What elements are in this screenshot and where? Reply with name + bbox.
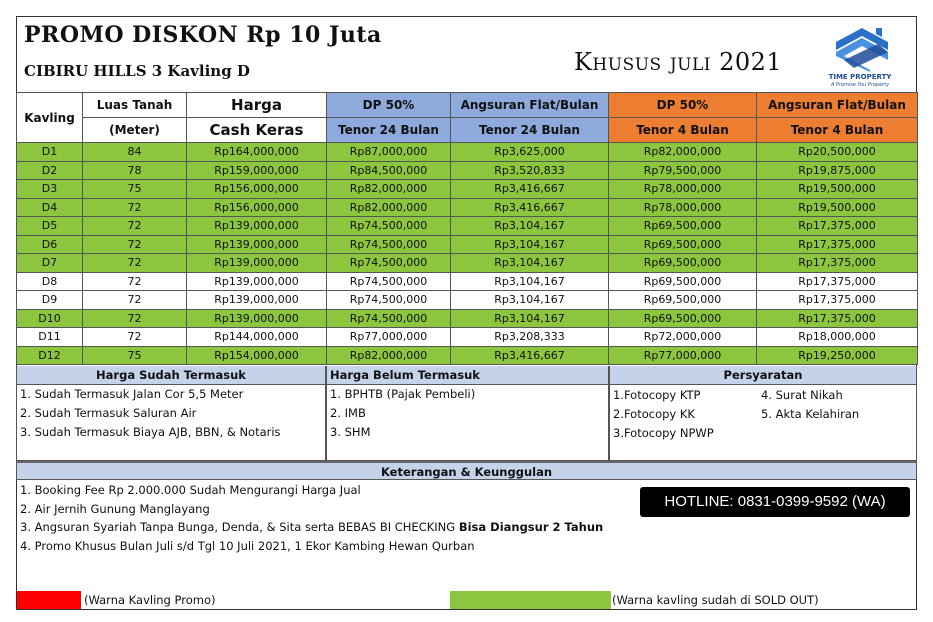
cell-luas: 72 <box>83 235 187 254</box>
col-kavling: Kavling <box>17 93 83 143</box>
col-cash-keras: Cash Keras <box>187 118 327 143</box>
cell-dp-24: Rp82,000,000 <box>327 180 451 199</box>
cell-luas: 72 <box>83 254 187 273</box>
table-row <box>17 143 918 162</box>
table-row <box>17 309 918 328</box>
requirements-title: Persyaratan <box>610 366 916 385</box>
cell-angsuran-4: Rp17,375,000 <box>757 254 918 273</box>
excluded-item: 1. BPHTB (Pajak Pembeli) <box>330 387 476 401</box>
cell-angsuran-4: Rp18,000,000 <box>757 328 918 347</box>
requirement-item: 3.Fotocopy NPWP <box>613 426 714 440</box>
table-row <box>17 328 918 347</box>
project-subtitle: CIBIRU HILLS 3 Kavling D <box>24 62 250 80</box>
cell-angsuran-24: Rp3,416,667 <box>451 180 609 199</box>
cell-dp-24: Rp74,500,000 <box>327 291 451 310</box>
cell-luas: 72 <box>83 198 187 217</box>
table-row <box>17 254 918 273</box>
requirements-box <box>609 366 917 461</box>
notes-title: Keterangan & Keunggulan <box>16 461 917 480</box>
legend-promo-label: (Warna Kavling Promo) <box>84 593 216 607</box>
col-tenor-4-dp: Tenor 4 Bulan <box>609 118 757 143</box>
cell-dp-4: Rp69,500,000 <box>609 291 757 310</box>
excluded-box <box>326 366 609 461</box>
cell-luas: 72 <box>83 291 187 310</box>
requirement-item: 2.Fotocopy KK <box>613 407 695 421</box>
cell-luas: 72 <box>83 217 187 236</box>
cell-dp-24: Rp74,500,000 <box>327 254 451 273</box>
col-luas-unit: (Meter) <box>83 118 187 143</box>
cell-angsuran-4: Rp20,500,000 <box>757 143 918 162</box>
cell-dp-4: Rp78,000,000 <box>609 180 757 199</box>
table-row <box>17 198 918 217</box>
logo-name: TIME PROPERTY <box>828 73 892 81</box>
cell-luas: 84 <box>83 143 187 162</box>
col-harga: Harga <box>187 93 327 118</box>
cell-dp-24: Rp87,000,000 <box>327 143 451 162</box>
requirement-item: 5. Akta Kelahiran <box>761 407 860 421</box>
cell-harga: Rp139,000,000 <box>187 217 327 236</box>
cell-kavling: D10 <box>17 309 83 328</box>
info-section <box>16 366 917 461</box>
cell-luas: 72 <box>83 272 187 291</box>
cell-dp-4: Rp78,000,000 <box>609 198 757 217</box>
cell-dp-24: Rp74,500,000 <box>327 235 451 254</box>
table-header-row <box>17 93 918 118</box>
col-tenor-24-dp: Tenor 24 Bulan <box>327 118 451 143</box>
cell-dp-4: Rp69,500,000 <box>609 217 757 236</box>
cell-angsuran-24: Rp3,104,167 <box>451 272 609 291</box>
cell-kavling: D4 <box>17 198 83 217</box>
cell-luas: 75 <box>83 180 187 199</box>
col-angsuran-24: Angsuran Flat/Bulan <box>451 93 609 118</box>
cell-dp-4: Rp79,500,000 <box>609 161 757 180</box>
cell-dp-4: Rp69,500,000 <box>609 272 757 291</box>
cell-angsuran-4: Rp19,500,000 <box>757 180 918 199</box>
logo-tagline: A Promise You Property <box>830 82 890 88</box>
note-item: 4. Promo Khusus Bulan Juli s/d Tgl 10 Juli 2021, 1 Ekor Kambing Hewan Qurban <box>20 539 475 554</box>
col-angsuran-4: Angsuran Flat/Bulan <box>757 93 918 118</box>
cell-dp-24: Rp82,000,000 <box>327 346 451 365</box>
cell-dp-24: Rp77,000,000 <box>327 328 451 347</box>
cell-dp-4: Rp77,000,000 <box>609 346 757 365</box>
table-row <box>17 235 918 254</box>
cell-dp-24: Rp74,500,000 <box>327 309 451 328</box>
cell-angsuran-24: Rp3,416,667 <box>451 198 609 217</box>
cell-kavling: D12 <box>17 346 83 365</box>
cell-harga: Rp156,000,000 <box>187 180 327 199</box>
cell-angsuran-24: Rp3,625,000 <box>451 143 609 162</box>
cell-harga: Rp139,000,000 <box>187 235 327 254</box>
included-item: 1. Sudah Termasuk Jalan Cor 5,5 Meter <box>20 387 244 401</box>
cell-angsuran-4: Rp17,375,000 <box>757 235 918 254</box>
cell-kavling: D8 <box>17 272 83 291</box>
excluded-item: 2. IMB <box>330 406 366 420</box>
table-subheader-row <box>17 118 918 143</box>
cell-angsuran-4: Rp17,375,000 <box>757 309 918 328</box>
cell-dp-4: Rp69,500,000 <box>609 254 757 273</box>
table-row <box>17 346 918 365</box>
cell-harga: Rp139,000,000 <box>187 272 327 291</box>
cell-kavling: D5 <box>17 217 83 236</box>
col-dp-4: DP 50% <box>609 93 757 118</box>
cell-dp-24: Rp82,000,000 <box>327 198 451 217</box>
notes-list <box>20 481 603 556</box>
cell-kavling: D1 <box>17 143 83 162</box>
cell-kavling: D3 <box>17 180 83 199</box>
requirement-item: 1.Fotocopy KTP <box>613 388 701 402</box>
cell-angsuran-24: Rp3,104,167 <box>451 254 609 273</box>
cell-dp-24: Rp84,500,000 <box>327 161 451 180</box>
legend-promo-swatch <box>17 591 81 609</box>
cell-dp-24: Rp74,500,000 <box>327 217 451 236</box>
promo-title: PROMO DISKON Rp 10 Juta <box>24 22 382 48</box>
cell-angsuran-4: Rp17,375,000 <box>757 272 918 291</box>
cell-angsuran-24: Rp3,104,167 <box>451 235 609 254</box>
table-row <box>17 161 918 180</box>
included-item: 2. Sudah Termasuk Saluran Air <box>20 406 197 420</box>
cell-angsuran-24: Rp3,104,167 <box>451 309 609 328</box>
note-item-bold: Bisa Diangsur 2 Tahun <box>458 520 604 535</box>
cell-angsuran-4: Rp19,875,000 <box>757 161 918 180</box>
cell-harga: Rp159,000,000 <box>187 161 327 180</box>
table-row <box>17 217 918 236</box>
cell-angsuran-24: Rp3,520,833 <box>451 161 609 180</box>
cell-dp-4: Rp72,000,000 <box>609 328 757 347</box>
col-tenor-24-angsuran: Tenor 24 Bulan <box>451 118 609 143</box>
table-row <box>17 291 918 310</box>
cell-dp-24: Rp74,500,000 <box>327 272 451 291</box>
cell-angsuran-24: Rp3,104,167 <box>451 291 609 310</box>
included-item: 3. Sudah Termasuk Biaya AJB, BBN, & Notaris <box>20 425 281 439</box>
promo-period: Khusus juli 2021 <box>574 48 783 76</box>
cell-harga: Rp139,000,000 <box>187 309 327 328</box>
col-dp-24: DP 50% <box>327 93 451 118</box>
cell-angsuran-4: Rp17,375,000 <box>757 217 918 236</box>
cell-luas: 78 <box>83 161 187 180</box>
note-item <box>20 518 603 537</box>
cell-luas: 72 <box>83 309 187 328</box>
cell-angsuran-4: Rp19,250,000 <box>757 346 918 365</box>
cell-angsuran-24: Rp3,104,167 <box>451 217 609 236</box>
table-row <box>17 180 918 199</box>
cell-kavling: D11 <box>17 328 83 347</box>
note-item-text: 3. Angsuran Syariah Tanpa Bunga, Denda, & Sita serta BEBAS BI CHECKING <box>20 520 459 535</box>
cell-harga: Rp154,000,000 <box>187 346 327 365</box>
cell-harga: Rp164,000,000 <box>187 143 327 162</box>
cell-harga: Rp156,000,000 <box>187 198 327 217</box>
legend-sold-swatch <box>450 591 611 609</box>
included-title: Harga Sudah Termasuk <box>17 366 325 385</box>
excluded-title: Harga Belum Termasuk <box>327 366 608 385</box>
hotline-badge[interactable]: HOTLINE: 0831-0399-9592 (WA) <box>640 487 910 517</box>
note-item: 2. Air Jernih Gunung Manglayang <box>20 501 210 516</box>
cell-luas: 72 <box>83 328 187 347</box>
cell-harga: Rp144,000,000 <box>187 328 327 347</box>
cell-kavling: D9 <box>17 291 83 310</box>
included-box <box>16 366 326 461</box>
note-item: 1. Booking Fee Rp 2.000.000 Sudah Mengurangi Harga Jual <box>20 483 361 497</box>
cell-luas: 75 <box>83 346 187 365</box>
cell-angsuran-24: Rp3,208,333 <box>451 328 609 347</box>
legend-sold-label: (Warna kavling sudah di SOLD OUT) <box>612 593 819 607</box>
cell-harga: Rp139,000,000 <box>187 254 327 273</box>
cell-angsuran-4: Rp17,375,000 <box>757 291 918 310</box>
col-luas-tanah: Luas Tanah <box>83 93 187 118</box>
cell-kavling: D2 <box>17 161 83 180</box>
cell-harga: Rp139,000,000 <box>187 291 327 310</box>
excluded-item: 3. SHM <box>330 425 371 439</box>
cell-angsuran-4: Rp19,500,000 <box>757 198 918 217</box>
table-row <box>17 272 918 291</box>
cell-angsuran-24: Rp3,416,667 <box>451 346 609 365</box>
cell-dp-4: Rp69,500,000 <box>609 309 757 328</box>
cell-kavling: D6 <box>17 235 83 254</box>
cell-dp-4: Rp69,500,000 <box>609 235 757 254</box>
col-tenor-4-angsuran: Tenor 4 Bulan <box>757 118 918 143</box>
requirement-item: 4. Surat Nikah <box>761 388 843 402</box>
cell-kavling: D7 <box>17 254 83 273</box>
price-table <box>16 92 918 365</box>
cell-dp-4: Rp82,000,000 <box>609 143 757 162</box>
